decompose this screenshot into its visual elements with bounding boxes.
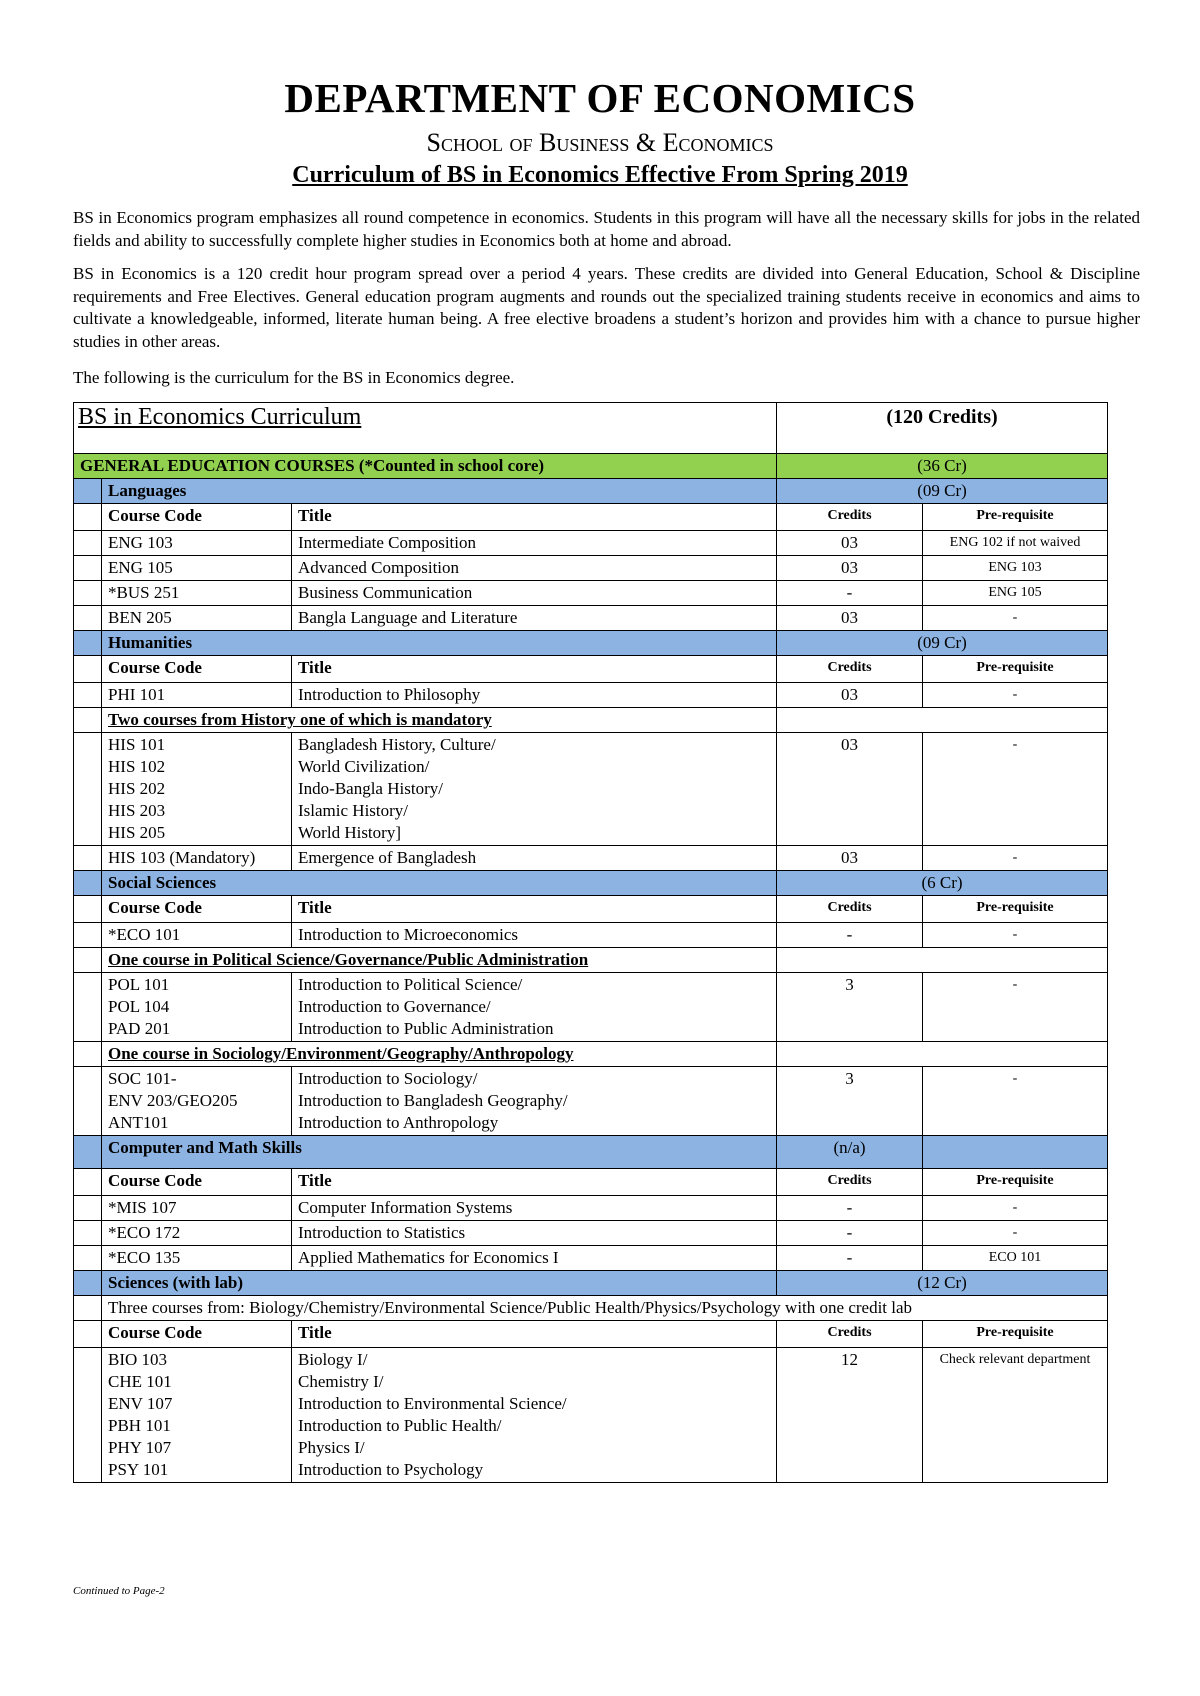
course-title: Introduction to Philosophy	[292, 683, 777, 708]
col-course-code: Course Code	[102, 656, 292, 683]
course-credits: 03	[777, 556, 923, 581]
continued-note: Continued to Page-2	[73, 1585, 165, 1597]
department-title: DEPARTMENT OF ECONOMICS	[284, 75, 916, 121]
col-course-code: Course Code	[102, 896, 292, 923]
table-row	[74, 1348, 1108, 1483]
intro-paragraph-3: The following is the curriculum for the BS in Economics degree.	[73, 368, 515, 387]
course-prereq: ENG 102 if not waived	[923, 531, 1108, 556]
section-credits: (09 Cr)	[777, 479, 1108, 504]
course-credits: 03	[777, 733, 923, 846]
col-title: Title	[292, 656, 777, 683]
general-education-row	[74, 454, 1108, 479]
col-prerequisite: Pre-requisite	[923, 1169, 1108, 1196]
subgroup-note-row	[74, 1042, 1108, 1067]
course-credits: -	[777, 1196, 923, 1221]
general-education-credits: (36 Cr)	[777, 454, 1108, 479]
course-code-group: SOC 101- ENV 203/GEO205 ANT101	[102, 1067, 292, 1136]
course-title: Emergence of Bangladesh	[292, 846, 777, 871]
course-title-group: Bangladesh History, Culture/ World Civilization/ Indo-Bangla History/ Islamic History/ World History]	[292, 733, 777, 846]
course-code: *BUS 251	[102, 581, 292, 606]
curriculum-heading: Curriculum of BS in Economics Effective From Spring 2019	[292, 162, 908, 188]
course-title: Business Communication	[292, 581, 777, 606]
course-prereq: -	[923, 683, 1108, 708]
column-header-row	[74, 1321, 1108, 1348]
section-label: Languages	[102, 479, 777, 504]
course-credits: 03	[777, 846, 923, 871]
course-code: *MIS 107	[102, 1196, 292, 1221]
course-credits: 3	[777, 1067, 923, 1136]
col-credits: Credits	[777, 896, 923, 923]
sociology-note: One course in Sociology/Environment/Geography/Anthropology	[102, 1042, 777, 1067]
table-header-row	[74, 403, 1108, 454]
table-row	[74, 846, 1108, 871]
course-credits: -	[777, 1221, 923, 1246]
course-title: Bangla Language and Literature	[292, 606, 777, 631]
section-label: Humanities	[102, 631, 777, 656]
col-credits: Credits	[777, 504, 923, 531]
intro-paragraph-2: BS in Economics is a 120 credit hour program spread over a period 4 years. These credits are divided into General Education, School & Discipline requirements and Free Electives. General education program augments and rounds out the specialized training students receive in economics and aims to cultivate a knowledgeable, informed, literate human being. A free elective broadens a student’s horizon and provides him with a chance to pursue higher studies in other areas.	[73, 264, 1140, 351]
course-prereq: -	[923, 846, 1108, 871]
course-credits: 03	[777, 531, 923, 556]
course-prereq: -	[923, 606, 1108, 631]
course-code: *ECO 172	[102, 1221, 292, 1246]
course-prereq: -	[923, 1196, 1108, 1221]
col-title: Title	[292, 896, 777, 923]
section-computer-math	[74, 1136, 1108, 1169]
course-code: ENG 105	[102, 556, 292, 581]
course-title: Computer Information Systems	[292, 1196, 777, 1221]
col-course-code: Course Code	[102, 504, 292, 531]
course-prereq: -	[923, 733, 1108, 846]
table-row	[74, 1246, 1108, 1271]
course-code: *ECO 135	[102, 1246, 292, 1271]
column-header-row	[74, 504, 1108, 531]
section-languages	[74, 479, 1108, 504]
course-code: HIS 103 (Mandatory)	[102, 846, 292, 871]
col-course-code: Course Code	[102, 1169, 292, 1196]
table-row	[74, 733, 1108, 846]
section-humanities	[74, 631, 1108, 656]
section-label: Sciences (with lab)	[102, 1271, 777, 1296]
course-code: *ECO 101	[102, 923, 292, 948]
col-credits: Credits	[777, 656, 923, 683]
col-title: Title	[292, 1169, 777, 1196]
table-row	[74, 1221, 1108, 1246]
course-prereq: -	[923, 1067, 1108, 1136]
table-row	[74, 556, 1108, 581]
col-credits: Credits	[777, 1321, 923, 1348]
col-prerequisite: Pre-requisite	[923, 656, 1108, 683]
col-course-code: Course Code	[102, 1321, 292, 1348]
total-credits: (120 Credits)	[777, 403, 1108, 454]
sciences-note: Three courses from: Biology/Chemistry/Environmental Science/Public Health/Physics/Psychology with one credit lab	[102, 1296, 1108, 1321]
section-sciences	[74, 1271, 1108, 1296]
course-credits: 3	[777, 973, 923, 1042]
course-code-group: POL 101 POL 104 PAD 201	[102, 973, 292, 1042]
course-prereq: ENG 103	[923, 556, 1108, 581]
section-label: Computer and Math Skills	[102, 1136, 777, 1169]
course-credits: 03	[777, 606, 923, 631]
curriculum-table	[73, 402, 1108, 1483]
course-title-group: Introduction to Political Science/ Introduction to Governance/ Introduction to Public Administration	[292, 973, 777, 1042]
course-code: BEN 205	[102, 606, 292, 631]
col-title: Title	[292, 504, 777, 531]
section-credits: (09 Cr)	[777, 631, 1108, 656]
course-credits: 12	[777, 1348, 923, 1483]
section-credits: (12 Cr)	[777, 1271, 1108, 1296]
section-social-sciences	[74, 871, 1108, 896]
course-prereq: -	[923, 1221, 1108, 1246]
course-prereq: -	[923, 923, 1108, 948]
course-code: PHI 101	[102, 683, 292, 708]
section-label: Social Sciences	[102, 871, 777, 896]
course-title: Introduction to Microeconomics	[292, 923, 777, 948]
course-title-group: Introduction to Sociology/ Introduction to Bangladesh Geography/ Introduction to Anthropology	[292, 1067, 777, 1136]
course-title: Applied Mathematics for Economics I	[292, 1246, 777, 1271]
table-row	[74, 973, 1108, 1042]
table-row	[74, 1196, 1108, 1221]
course-title: Introduction to Statistics	[292, 1221, 777, 1246]
column-header-row	[74, 896, 1108, 923]
general-education-label: GENERAL EDUCATION COURSES (*Counted in school core)	[74, 454, 777, 479]
course-title-group: Biology I/ Chemistry I/ Introduction to Environmental Science/ Introduction to Public Health/ Physics I/ Introduction to Psychology	[292, 1348, 777, 1483]
col-title: Title	[292, 1321, 777, 1348]
table-row	[74, 1067, 1108, 1136]
course-code: ENG 103	[102, 531, 292, 556]
school-name: School of Business & Economics	[426, 128, 774, 157]
column-header-row	[74, 1169, 1108, 1196]
subgroup-note-row	[74, 948, 1108, 973]
col-prerequisite: Pre-requisite	[923, 1321, 1108, 1348]
table-row	[74, 606, 1108, 631]
col-prerequisite: Pre-requisite	[923, 504, 1108, 531]
course-prereq: -	[923, 973, 1108, 1042]
course-prereq: ENG 105	[923, 581, 1108, 606]
course-credits: 03	[777, 683, 923, 708]
course-code-group: HIS 101 HIS 102 HIS 202 HIS 203 HIS 205	[102, 733, 292, 846]
political-science-note: One course in Political Science/Governance/Public Administration	[102, 948, 777, 973]
course-credits: -	[777, 1246, 923, 1271]
curriculum-table-title: BS in Economics Curriculum	[74, 403, 777, 454]
course-prereq: ECO 101	[923, 1246, 1108, 1271]
section-credits: (n/a)	[777, 1136, 923, 1169]
table-row	[74, 531, 1108, 556]
table-row	[74, 923, 1108, 948]
col-prerequisite: Pre-requisite	[923, 896, 1108, 923]
course-credits: -	[777, 581, 923, 606]
intro-paragraph-1: BS in Economics program emphasizes all round competence in economics. Students in this program will have all the necessary skills for jobs in the related fields and ability to successfully complete higher studies in Economics both at home and abroad.	[73, 208, 1140, 250]
column-header-row	[74, 656, 1108, 683]
section-credits: (6 Cr)	[777, 871, 1108, 896]
course-prereq: Check relevant department	[923, 1348, 1108, 1483]
table-row	[74, 581, 1108, 606]
course-code-group: BIO 103 CHE 101 ENV 107 PBH 101 PHY 107 PSY 101	[102, 1348, 292, 1483]
subgroup-note-row	[74, 708, 1108, 733]
subgroup-note-row	[74, 1296, 1108, 1321]
col-credits: Credits	[777, 1169, 923, 1196]
history-note: Two courses from History one of which is mandatory	[102, 708, 777, 733]
course-title: Advanced Composition	[292, 556, 777, 581]
course-title: Intermediate Composition	[292, 531, 777, 556]
table-row	[74, 683, 1108, 708]
course-credits: -	[777, 923, 923, 948]
